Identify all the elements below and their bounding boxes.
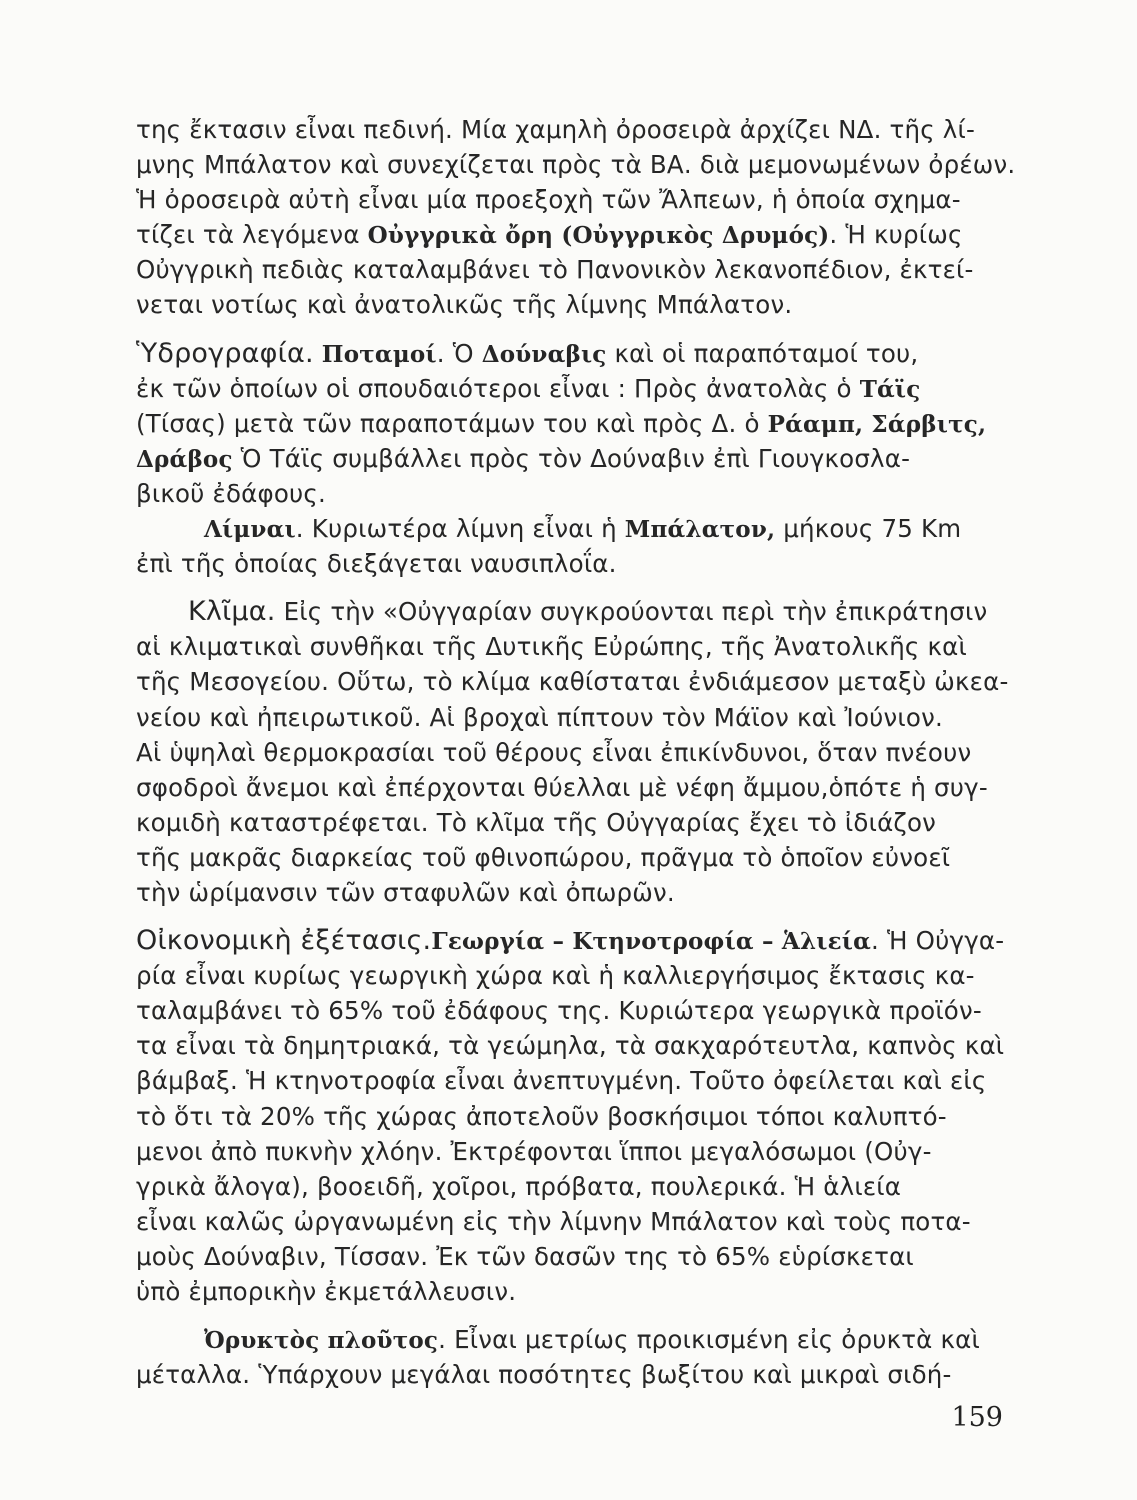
- hydrography-line: Ὑδρογραφία. Ποταμοί. Ὁ Δούναβις καὶ οἱ παραπόταμοί του,: [136, 337, 919, 369]
- text-line: μνης Μπάλατον καὶ συνεχίζεται πρὸς τὰ ΒΑ. διὰ μεμονωμένων ὀρέων.: [136, 150, 1016, 180]
- body-text: [136, 112, 1016, 1392]
- section-heading-economy: Οἰκονομικὴ ἐξέτασις.: [136, 925, 432, 957]
- text-line: μοὺς Δούναβιν, Τίσσαν. Ἐκ τῶν δασῶν της τὸ 65% εὑρίσκεται: [136, 1241, 914, 1271]
- text-line: ἐπὶ τῆς ὁποίας διεξάγεται ναυσιπλοΐα.: [136, 549, 617, 579]
- text-line: γρικὰ ἄλογα), βοοειδῆ, χοῖροι, πρόβατα, πουλερικά. Ἡ ἁλιεία: [136, 1171, 902, 1201]
- text-line: Οὐγγρικὴ πεδιὰς καταλαμβάνει τὸ Πανονικὸν λεκανοπέδιον, ἐκτεί-: [136, 255, 974, 285]
- subheading-minerals: Ὀρυκτὸς πλοῦτος: [204, 1327, 439, 1355]
- text-line: (Τίσας) μετὰ τῶν παραποτάμων του καὶ πρὸς Δ. ὁ Ράαμπ, Σάρβιτς,: [136, 408, 987, 438]
- text-line: ρία εἶναι κυρίως γεωργικὴ χώρα καὶ ἡ καλλιεργήσιμος ἔκτασις κα-: [136, 961, 975, 991]
- lakes-line: Λίμναι. Κυριωτέρα λίμνη εἶναι ἡ Μπάλατον, μήκους 75 Km: [204, 514, 962, 544]
- bold-term: Οὐγγρικὰ ὄρη (Οὐγγρικὸς Δρυμός): [367, 222, 830, 250]
- section-heading-climate: Κλῖμα.: [188, 596, 276, 628]
- text-line: τῆς Μεσογείου. Οὕτω, τὸ κλίμα καθίσταται ἐνδιάμεσον μεταξὺ ὠκεα-: [136, 667, 1009, 697]
- text-line: τὸ ὅτι τὰ 20% τῆς χώρας ἀποτελοῦν βοσκήσιμοι τόποι καλυπτό-: [136, 1101, 947, 1131]
- subheading-rivers: Ποταμοί: [321, 340, 437, 368]
- text-line: Δράβος Ὁ Τάϊς συμβάλλει πρὸς τὸν Δούναβιν ἐπὶ Γιουγκοσλα-: [136, 443, 911, 473]
- subheading-lakes: Λίμναι: [204, 516, 296, 544]
- climate-line: Κλῖμα. Εἰς τὴν «Οὐγγαρίαν συγκρούονται περὶ τὴν ἐπικράτησιν: [188, 596, 988, 628]
- text-line: τίζει τὰ λεγόμενα Οὐγγρικὰ ὄρη (Οὐγγρικὸς Δρυμός). Ἡ κυρίως: [136, 220, 963, 250]
- minerals-line: Ὀρυκτὸς πλοῦτος. Εἶναι μετρίως προικισμένη εἰς ὀρυκτὰ καὶ: [204, 1325, 980, 1355]
- text-line: σφοδροὶ ἄνεμοι καὶ ἐπέρχονται θύελλαι μὲ νέφη ἄμμου,ὁπότε ἡ συγ-: [136, 772, 988, 802]
- page-number: 159: [951, 1402, 1003, 1433]
- text-line: τῆς μακρᾶς διαρκείας τοῦ φθινοπώρου, πρᾶγμα τὸ ὁποῖον εὐνοεῖ: [136, 842, 951, 872]
- text-line: της ἔκτασιν εἶναι πεδινή. Μία χαμηλὴ ὀροσειρὰ ἀρχίζει ΝΔ. τῆς λί-: [136, 115, 976, 144]
- text-line: ἐκ τῶν ὁποίων οἱ σπουδαιότεροι εἶναι : Πρὸς ἀνατολὰς ὁ Τάϊς: [136, 373, 921, 403]
- text-line: τὴν ὡρίμανσιν τῶν σταφυλῶν καὶ ὀπωρῶν.: [136, 877, 675, 907]
- text-line: νείου καὶ ἠπειρωτικοῦ. Αἱ βροχαὶ πίπτουν τὸν Μάϊον καὶ Ἰούνιον.: [136, 702, 943, 732]
- subheading-agriculture: Γεωργία – Κτηνοτροφία – Ἁλιεία: [431, 928, 872, 956]
- text-line: μέταλλα. Ὑπάρχουν μεγάλαι ποσότητες βωξίτου καὶ μικραὶ σιδή-: [136, 1360, 952, 1390]
- text-line: μενοι ἀπὸ πυκνὴν χλόην. Ἐκτρέφονται ἵπποι μεγαλόσωμοι (Οὐγ-: [136, 1136, 932, 1166]
- economy-line: Οἰκονομικὴ ἐξέτασις.Γεωργία – Κτηνοτροφία – Ἁλιεία. Ἡ Οὐγγα-: [136, 925, 1005, 957]
- text-line: εἶναι καλῶς ὠργανωμένη εἰς τὴν λίμνην Μπάλατον καὶ τοὺς ποτα-: [136, 1206, 971, 1236]
- text-line: νεται νοτίως καὶ ἀνατολικῶς τῆς λίμνης Μπάλατον.: [136, 290, 793, 320]
- text-line: ὑπὸ ἐμπορικὴν ἐκμετάλλευσιν.: [136, 1277, 517, 1306]
- text-line: αἱ κλιματικαὶ συνθῆκαι τῆς Δυτικῆς Εὐρώπης, τῆς Ἀνατολικῆς καὶ: [136, 632, 967, 662]
- section-heading-hydrography: Ὑδρογραφία.: [136, 337, 314, 369]
- text-line: ταλαμβάνει τὸ 65% τοῦ ἐδάφους της. Κυριώτερα γεωργικὰ προϊόν-: [136, 996, 982, 1026]
- text-line: βάμβαξ. Ἡ κτηνοτροφία εἶναι ἀνεπτυγμένη. Τοῦτο ὀφείλεται καὶ εἰς: [136, 1066, 987, 1096]
- text-line: Αἱ ὑψηλαὶ θερμοκρασίαι τοῦ θέρους εἶναι ἐπικίνδυνοι, ὅταν πνέουν: [136, 737, 972, 767]
- text-line: Ἡ ὀροσειρὰ αὐτὴ εἶναι μία προεξοχὴ τῶν Ἄλπεων, ἡ ὁποία σχημα-: [136, 185, 961, 215]
- text-line: τα εἶναι τὰ δημητριακά, τὰ γεώμηλα, τὰ σακχαρότευτλα, καπνὸς καὶ: [136, 1031, 1005, 1061]
- text-line: βικοῦ ἐδάφους.: [136, 478, 326, 508]
- text-line: κομιδὴ καταστρέφεται. Τὸ κλῖμα τῆς Οὐγγαρίας ἔχει τὸ ἰδιάζον: [136, 807, 937, 837]
